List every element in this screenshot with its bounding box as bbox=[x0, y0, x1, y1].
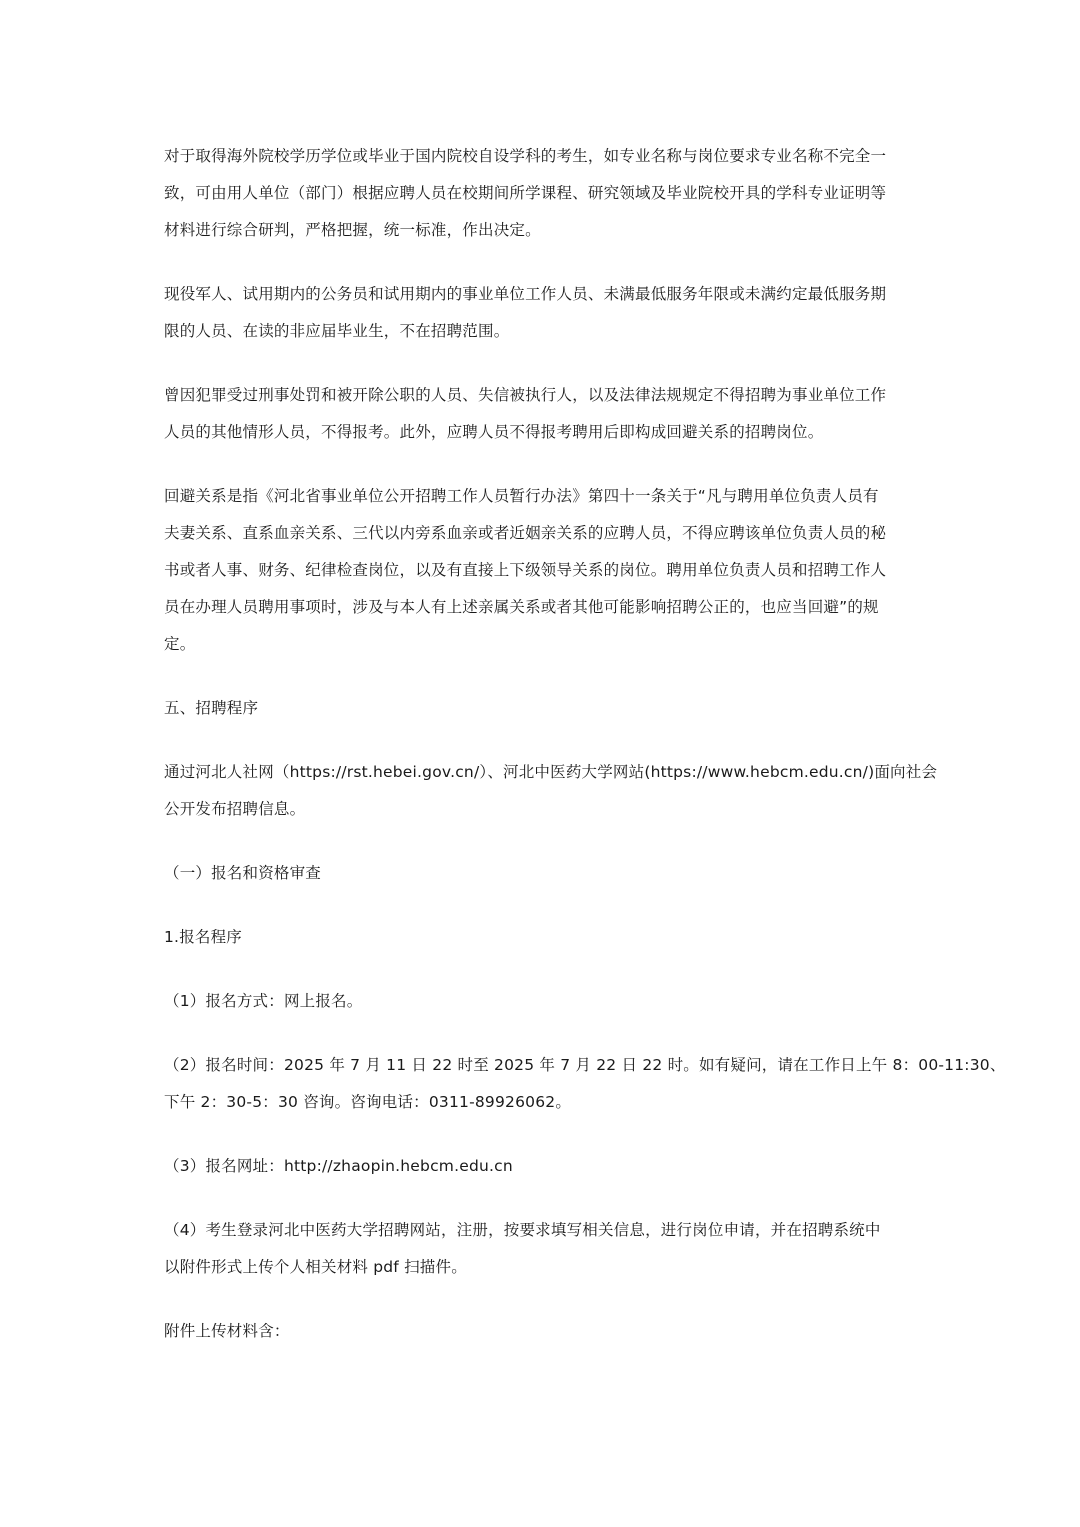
text-line: 公开发布招聘信息。 bbox=[164, 800, 306, 818]
paragraph-attachments bbox=[164, 1313, 924, 1350]
text-line: 下午 2：30-5：30 咨询。咨询电话：0311-89926062。 bbox=[164, 1093, 572, 1111]
text-line: 1.报名程序 bbox=[164, 928, 242, 946]
item-registration-time bbox=[164, 1047, 1006, 1121]
text-line: 以附件形式上传个人相关材料 pdf 扫描件。 bbox=[164, 1258, 467, 1276]
text-line: （2）报名时间：2025 年 7 月 11 日 22 时至 2025 年 7 月 22 日 22 时。如有疑问，请在工作日上午 8：00-11:30、 bbox=[164, 1056, 1006, 1074]
text-line: 通过河北人社网（https://rst.hebei.gov.cn/）、河北中医药大学网站(https://www.hebcm.edu.cn/)面向社会 bbox=[164, 763, 938, 781]
text-line: 限的人员、在读的非应届毕业生，不在招聘范围。 bbox=[164, 322, 510, 340]
text-line: （1）报名方式：网上报名。 bbox=[164, 992, 363, 1010]
text-line: （一）报名和资格审查 bbox=[164, 864, 322, 882]
text-line: 现役军人、试用期内的公务员和试用期内的事业单位工作人员、未满最低服务年限或未满约定最低服务期 bbox=[164, 285, 887, 303]
text-line: 五、招聘程序 bbox=[164, 699, 259, 717]
item-registration-method bbox=[164, 983, 924, 1020]
text-line: 定。 bbox=[164, 635, 196, 653]
subheading-registration-procedure bbox=[164, 919, 924, 956]
text-line: 人员的其他情形人员，不得报考。此外，应聘人员不得报考聘用后即构成回避关系的招聘岗位。 bbox=[164, 423, 824, 441]
paragraph-excluded-persons bbox=[164, 276, 924, 350]
paragraph-avoidance bbox=[164, 478, 924, 663]
document-body bbox=[164, 138, 1006, 1350]
text-line: 书或者人事、财务、纪律检查岗位，以及有直接上下级领导关系的岗位。聘用单位负责人员和招聘工作人 bbox=[164, 561, 887, 579]
item-login-instructions bbox=[164, 1212, 924, 1286]
text-line: 致，可由用人单位（部门）根据应聘人员在校期间所学课程、研究领域及毕业院校开具的学科专业证明等 bbox=[164, 184, 887, 202]
subheading-registration-and-review bbox=[164, 855, 924, 892]
text-line: 对于取得海外院校学历学位或毕业于国内院校自设学科的考生，如专业名称与岗位要求专业名称不完全一 bbox=[164, 147, 887, 165]
text-line: （3）报名网址：http://zhaopin.hebcm.edu.cn bbox=[164, 1157, 513, 1175]
text-line: 员在办理人员聘用事项时，涉及与本人有上述亲属关系或者其他可能影响招聘公正的，也应当回避”的规 bbox=[164, 598, 879, 616]
paragraph-publish-info bbox=[164, 754, 938, 828]
paragraph-overseas-degree bbox=[164, 138, 924, 249]
paragraph-criminal-record bbox=[164, 377, 924, 451]
text-line: （4）考生登录河北中医药大学招聘网站，注册，按要求填写相关信息，进行岗位申请，并在招聘系统中 bbox=[164, 1221, 881, 1239]
item-registration-url bbox=[164, 1148, 924, 1185]
text-line: 夫妻关系、直系血亲关系、三代以内旁系血亲或者近姻亲关系的应聘人员，不得应聘该单位负责人员的秘 bbox=[164, 524, 887, 542]
text-line: 附件上传材料含： bbox=[164, 1322, 290, 1340]
text-line: 材料进行综合研判，严格把握，统一标准，作出决定。 bbox=[164, 221, 541, 239]
text-line: 回避关系是指《河北省事业单位公开招聘工作人员暂行办法》第四十一条关于“凡与聘用单位负责人员有 bbox=[164, 487, 879, 505]
section-heading-recruitment-procedure bbox=[164, 690, 924, 727]
text-line: 曾因犯罪受过刑事处罚和被开除公职的人员、失信被执行人，以及法律法规规定不得招聘为事业单位工作 bbox=[164, 386, 887, 404]
